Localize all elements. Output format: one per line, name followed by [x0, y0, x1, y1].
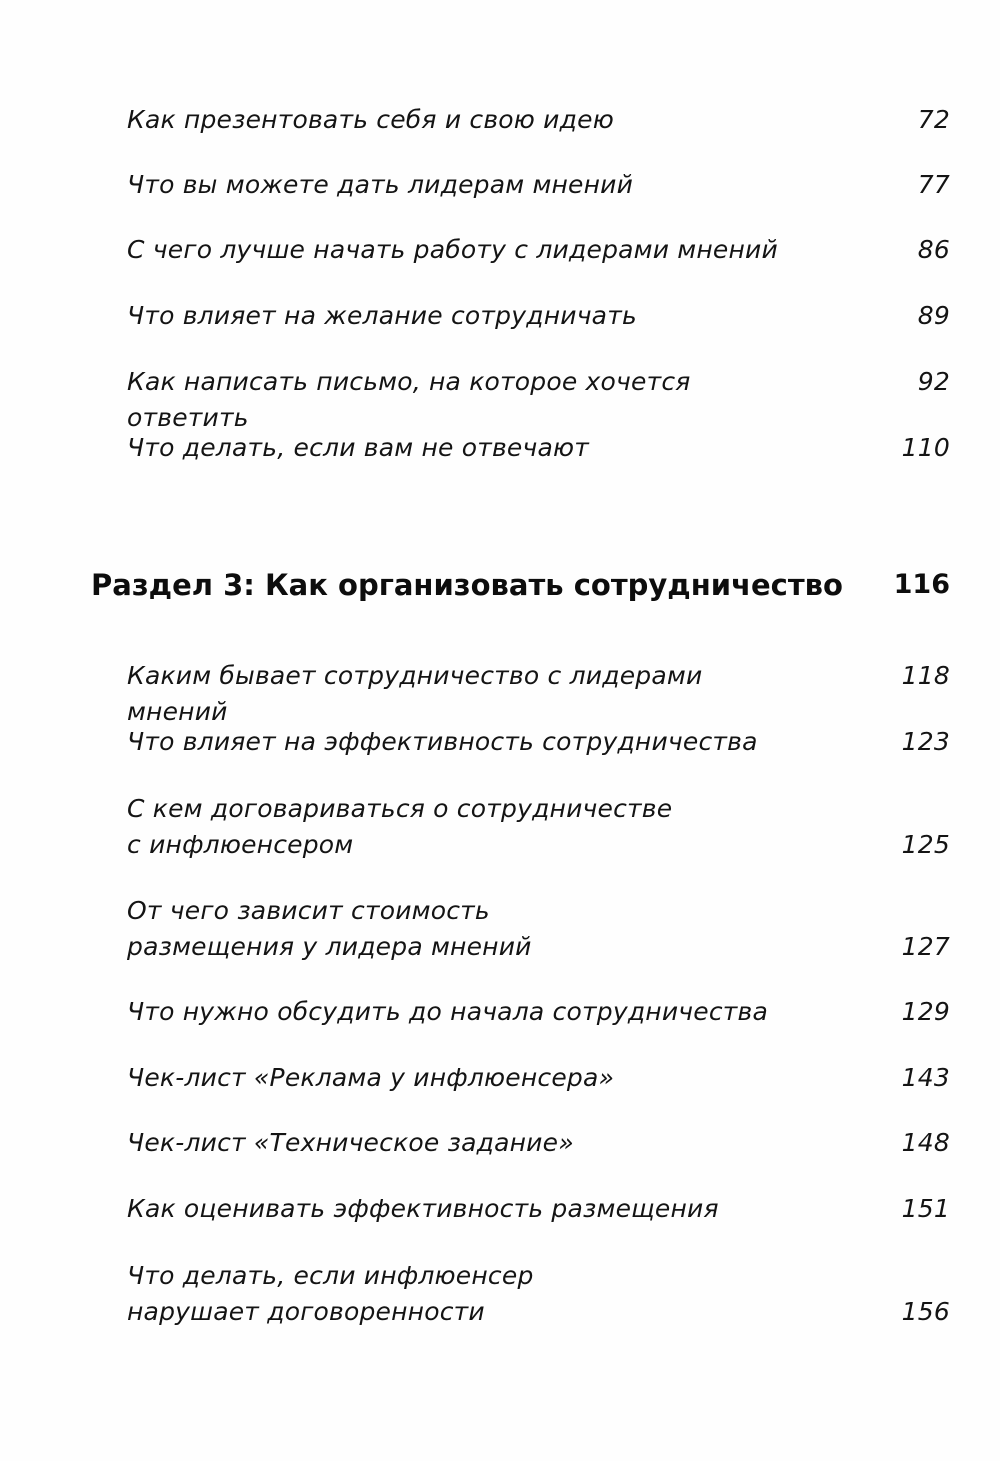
toc-entry: [127, 298, 950, 334]
toc-entry-title: Что вы можете дать лидерам мнений: [127, 170, 634, 199]
toc-entry: [127, 364, 950, 436]
toc-entry-title: Чек-лист «Реклама у инфлюенсера»: [127, 1063, 615, 1092]
toc-entry: [127, 1125, 950, 1161]
toc-entry: [127, 102, 950, 138]
toc-entry: [127, 893, 950, 965]
toc-entry-title: Что влияет на эффективность сотрудничества: [127, 727, 758, 756]
toc-entry-title: С кем договариваться о сотрудничестве: [127, 794, 673, 823]
toc-entry-title-line2: размещения у лидера мнений: [127, 932, 532, 961]
toc-entry-title: От чего зависит стоимость: [127, 896, 490, 925]
toc-entry-page: 123: [901, 727, 950, 756]
toc-entry-title: Что влияет на желание сотрудничать: [127, 301, 637, 330]
toc-entry-page: 72: [917, 105, 950, 134]
toc-entry-title: Как написать письмо, на которое хочется ответить: [127, 367, 691, 432]
toc-entry: [127, 430, 950, 466]
toc-entry: [127, 1258, 950, 1330]
toc-entry: [127, 994, 950, 1030]
toc-entry-page: 77: [917, 170, 950, 199]
toc-entry-title: С чего лучше начать работу с лидерами мнений: [127, 235, 778, 264]
toc-entry-page: 118: [901, 661, 950, 690]
toc-section-heading: [91, 565, 950, 605]
toc-entry: [127, 232, 950, 268]
toc-entry-page: 148: [901, 1128, 950, 1157]
toc-entry-title: Что делать, если вам не отвечают: [127, 433, 590, 462]
toc-entry-title-line2: нарушает договоренности: [127, 1297, 485, 1326]
toc-entry-page: 127: [901, 932, 950, 961]
toc-entry-page: 92: [917, 367, 950, 396]
toc-entry-title: Как презентовать себя и свою идею: [127, 105, 614, 134]
toc-entry-page: 143: [901, 1063, 950, 1092]
toc-entry-title: Чек-лист «Техническое задание»: [127, 1128, 574, 1157]
toc-entry: [127, 1060, 950, 1096]
toc-entry: [127, 167, 950, 203]
toc-entry-title: Как оценивать эффективность размещения: [127, 1194, 719, 1223]
toc-entry-title-line2: с инфлюенсером: [127, 830, 354, 859]
toc-entry-title: Что нужно обсудить до начала сотрудничества: [127, 997, 769, 1026]
toc-entry: [127, 724, 950, 760]
toc-entry-page: 86: [917, 235, 950, 264]
section-title: Раздел 3: Как организовать сотрудничество: [91, 568, 843, 602]
toc-entry: [127, 791, 950, 863]
toc-entry-page: 125: [901, 830, 950, 859]
toc-entry-page: 110: [901, 433, 950, 462]
toc-entry: [127, 658, 950, 730]
toc-entry-page: 151: [901, 1194, 950, 1223]
toc-entry-title: Каким бывает сотрудничество с лидерами мнений: [127, 661, 703, 726]
toc-entry-page: 129: [901, 997, 950, 1026]
toc-entry-page: 89: [917, 301, 950, 330]
toc-entry-title: Что делать, если инфлюенсер: [127, 1261, 534, 1290]
section-page: 116: [893, 569, 950, 600]
toc-entry-page: 156: [901, 1297, 950, 1326]
toc-entry: [127, 1191, 950, 1227]
